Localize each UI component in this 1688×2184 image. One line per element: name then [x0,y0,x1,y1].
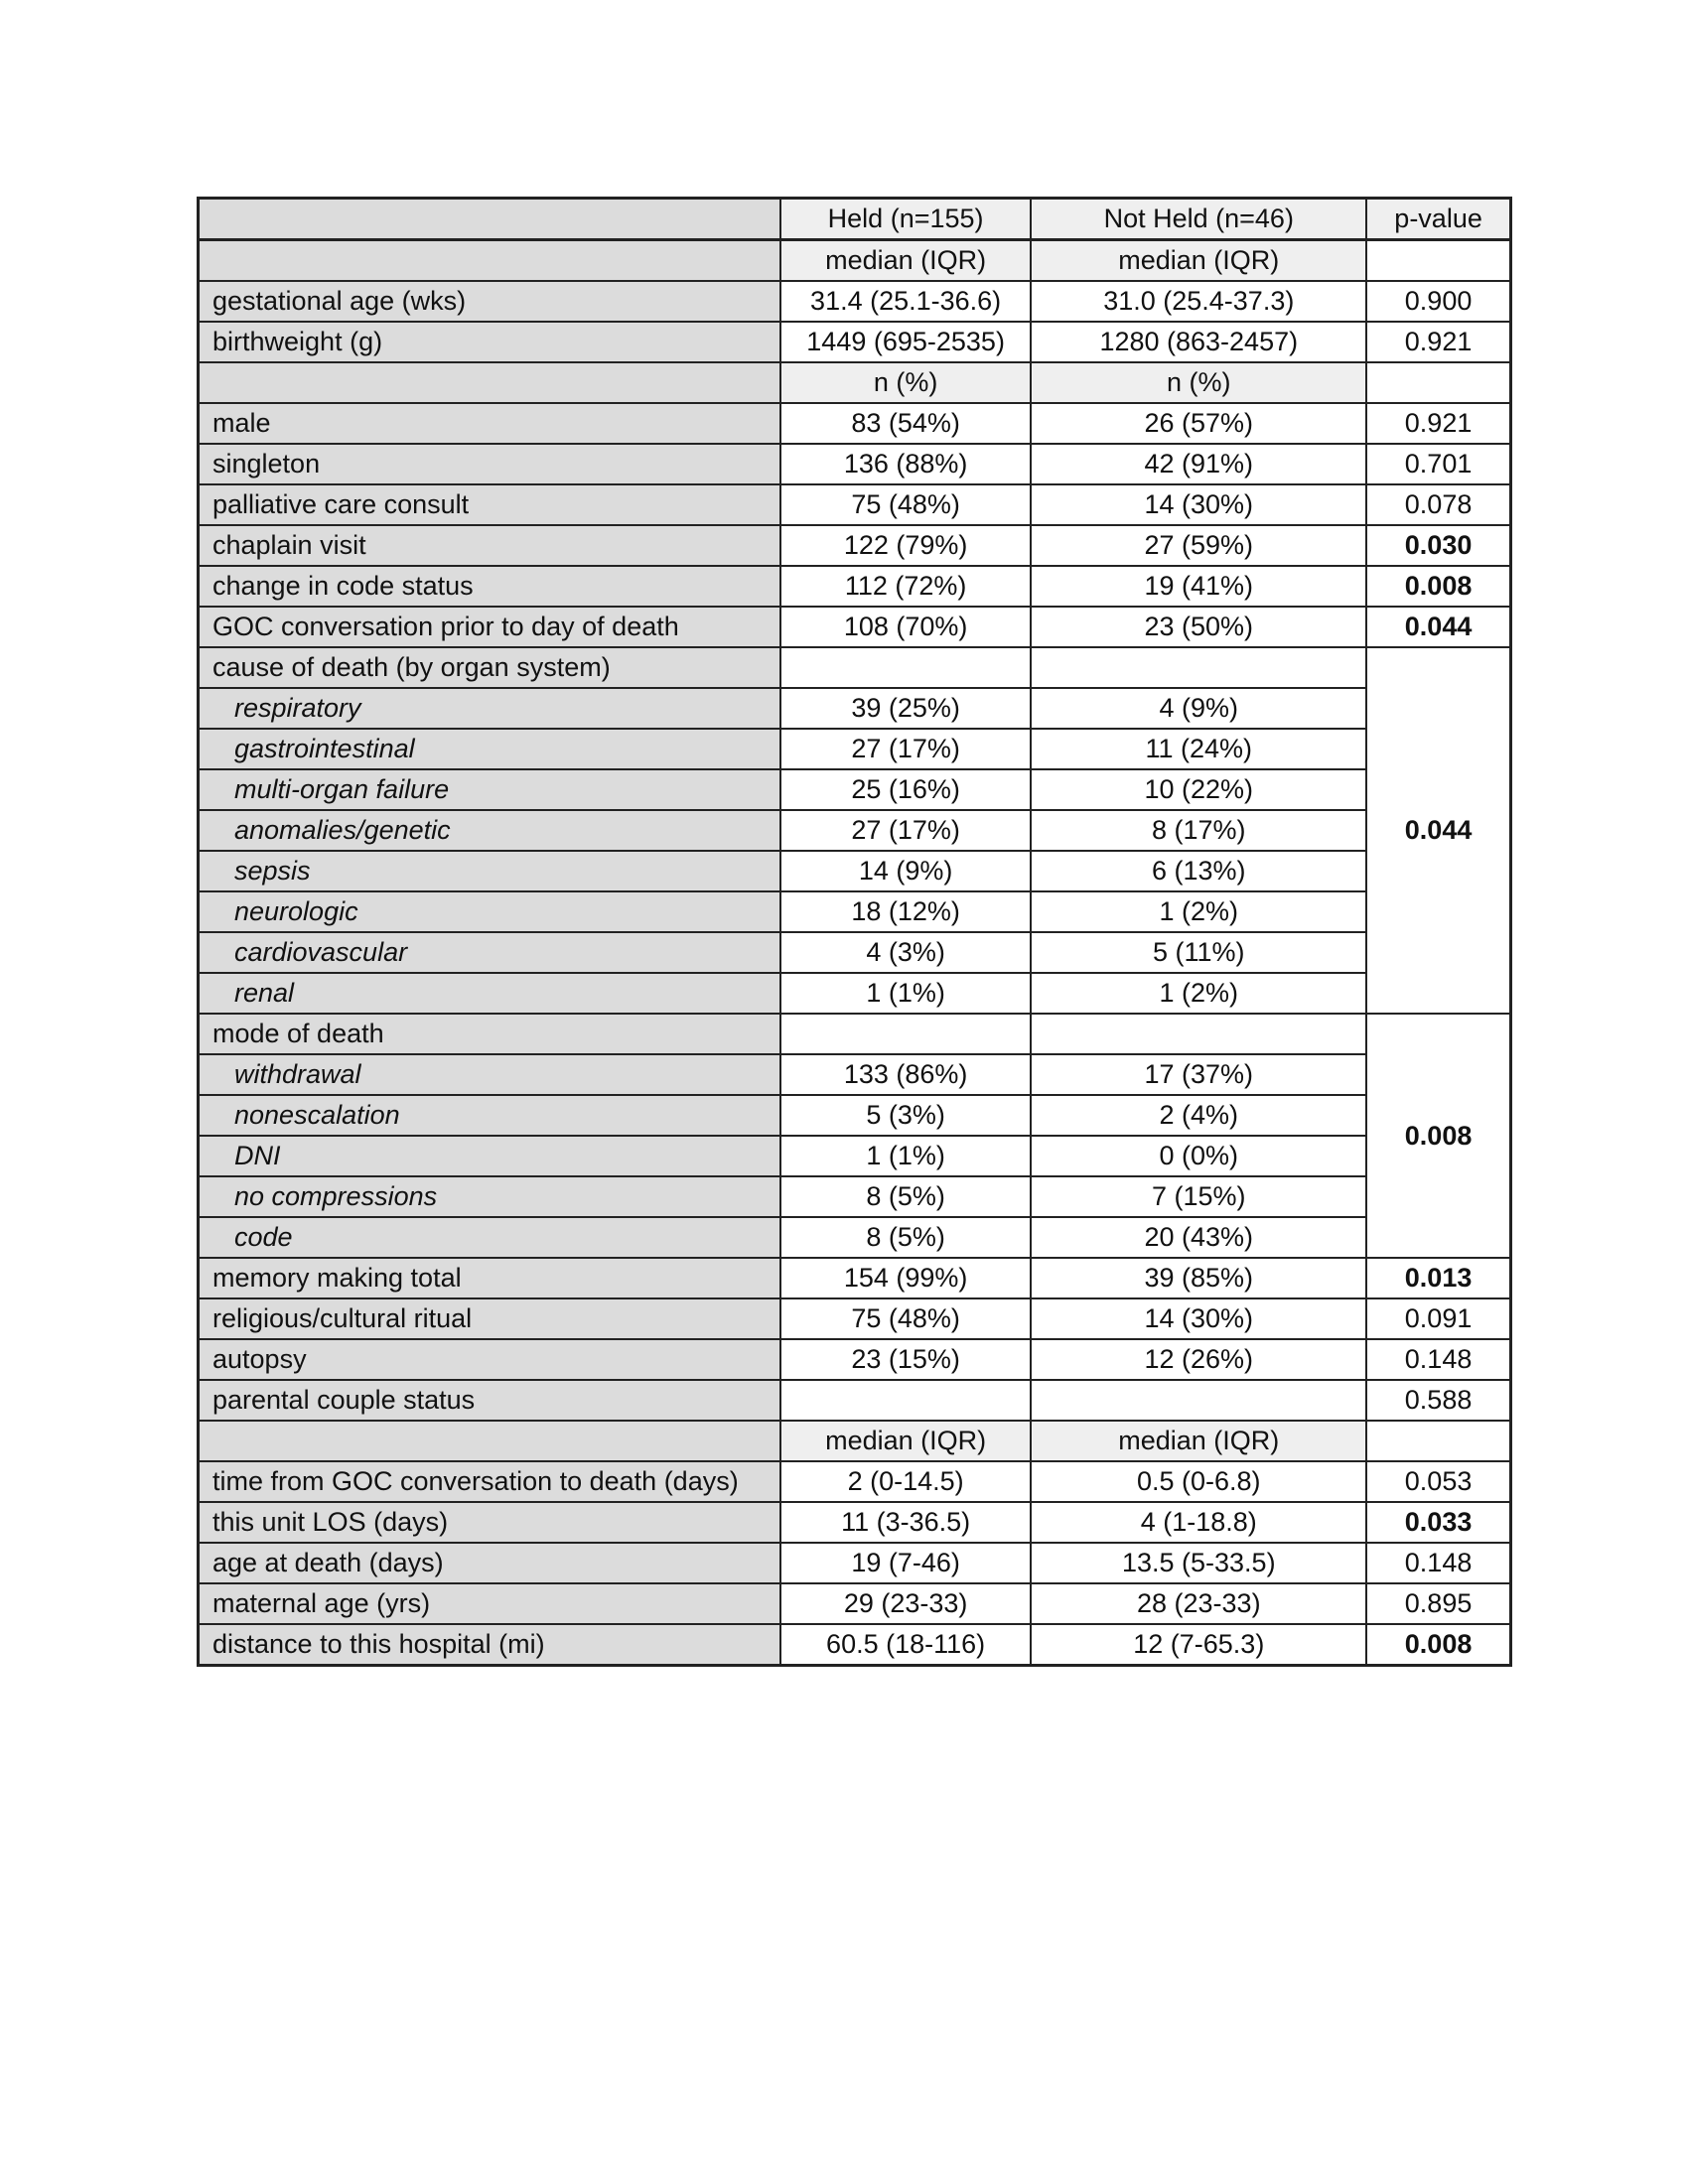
not-held-value: 8 (17%) [1031,810,1366,851]
held-value: 8 (5%) [780,1176,1032,1217]
group-label: mode of death [199,1014,780,1054]
held-value: 108 (70%) [780,607,1032,647]
held-value: 75 (48%) [780,1298,1032,1339]
p-value: 0.078 [1366,484,1510,525]
held-value: 2 (0-14.5) [780,1461,1032,1502]
not-held-value: 31.0 (25.4-37.3) [1031,281,1366,322]
held-value: 27 (17%) [780,810,1032,851]
table-row [199,281,1511,322]
group-item-row [199,1176,1511,1217]
table-row [199,1461,1511,1502]
p-value: 0.008 [1366,1624,1510,1666]
not-held-value: 6 (13%) [1031,851,1366,891]
row-label: singleton [199,444,780,484]
group-item-row [199,932,1511,973]
subheader-row [199,362,1511,403]
table-row [199,1583,1511,1624]
table-row [199,1380,1511,1421]
group-item-row [199,891,1511,932]
p-value: 0.008 [1366,566,1510,607]
not-held-value: 14 (30%) [1031,484,1366,525]
results-table-body [199,199,1511,1666]
held-value: 5 (3%) [780,1095,1032,1136]
row-label: time from GOC conversation to death (days) [199,1461,780,1502]
table-row [199,1624,1511,1666]
group-p-value: 0.008 [1366,1014,1510,1258]
held-value: 122 (79%) [780,525,1032,566]
held-value: 154 (99%) [780,1258,1032,1298]
not-held-value [1031,647,1366,688]
column-header-held: Held (n=155) [780,199,1032,240]
table-row [199,1543,1511,1583]
row-label: palliative care consult [199,484,780,525]
subheader-label-cell [199,240,780,282]
held-value: 25 (16%) [780,769,1032,810]
subheader-row [199,240,1511,282]
not-held-value: 0.5 (0-6.8) [1031,1461,1366,1502]
not-held-value: 12 (7-65.3) [1031,1624,1366,1666]
held-value: 1449 (695-2535) [780,322,1032,362]
not-held-value: 2 (4%) [1031,1095,1366,1136]
p-value: 0.033 [1366,1502,1510,1543]
p-value: 0.013 [1366,1258,1510,1298]
group-header-row [199,1014,1511,1054]
not-held-value: 13.5 (5-33.5) [1031,1543,1366,1583]
not-held-value: 1 (2%) [1031,891,1366,932]
held-value: 31.4 (25.1-36.6) [780,281,1032,322]
not-held-value: 27 (59%) [1031,525,1366,566]
row-label: male [199,403,780,444]
group-p-value: 0.044 [1366,647,1510,1014]
subheader-p-value-cell [1366,1421,1510,1461]
group-item-label: anomalies/genetic [199,810,780,851]
row-label: birthweight (g) [199,322,780,362]
not-held-value: 26 (57%) [1031,403,1366,444]
column-header-not-held: Not Held (n=46) [1031,199,1366,240]
held-value: 14 (9%) [780,851,1032,891]
not-held-value: 4 (9%) [1031,688,1366,729]
not-held-value: 23 (50%) [1031,607,1366,647]
held-value [780,647,1032,688]
group-item-label: gastrointestinal [199,729,780,769]
group-item-label: respiratory [199,688,780,729]
table-row [199,1298,1511,1339]
group-item-row [199,810,1511,851]
table-row [199,403,1511,444]
group-header-row [199,647,1511,688]
group-item-row [199,1136,1511,1176]
p-value: 0.701 [1366,444,1510,484]
not-held-value: 12 (26%) [1031,1339,1366,1380]
group-item-label: DNI [199,1136,780,1176]
group-label: cause of death (by organ system) [199,647,780,688]
table-row [199,566,1511,607]
p-value: 0.148 [1366,1339,1510,1380]
held-value: 75 (48%) [780,484,1032,525]
held-value: 136 (88%) [780,444,1032,484]
row-label: maternal age (yrs) [199,1583,780,1624]
group-item-row [199,973,1511,1014]
row-label: parental couple status [199,1380,780,1421]
held-value: 133 (86%) [780,1054,1032,1095]
not-held-value: 14 (30%) [1031,1298,1366,1339]
held-value: 83 (54%) [780,403,1032,444]
not-held-value [1031,1380,1366,1421]
held-value: 1 (1%) [780,973,1032,1014]
held-value: 19 (7-46) [780,1543,1032,1583]
not-held-value: 19 (41%) [1031,566,1366,607]
not-held-value: 28 (23-33) [1031,1583,1366,1624]
held-value: 27 (17%) [780,729,1032,769]
not-held-value: 10 (22%) [1031,769,1366,810]
held-value: 60.5 (18-116) [780,1624,1032,1666]
table-row [199,525,1511,566]
not-held-value: 4 (1-18.8) [1031,1502,1366,1543]
held-value: 112 (72%) [780,566,1032,607]
not-held-value: 17 (37%) [1031,1054,1366,1095]
table-row [199,1502,1511,1543]
held-value: 18 (12%) [780,891,1032,932]
subheader-label-cell [199,1421,780,1461]
not-held-value: 0 (0%) [1031,1136,1366,1176]
subheader-label-cell [199,362,780,403]
row-label: religious/cultural ritual [199,1298,780,1339]
subheader-row [199,1421,1511,1461]
column-header-p-value: p-value [1366,199,1510,240]
p-value: 0.921 [1366,403,1510,444]
p-value: 0.900 [1366,281,1510,322]
p-value: 0.044 [1366,607,1510,647]
p-value: 0.091 [1366,1298,1510,1339]
not-held-value: 39 (85%) [1031,1258,1366,1298]
group-item-row [199,688,1511,729]
held-value: 11 (3-36.5) [780,1502,1032,1543]
row-label: GOC conversation prior to day of death [199,607,780,647]
group-item-label: renal [199,973,780,1014]
table-row [199,322,1511,362]
not-held-value [1031,1014,1366,1054]
held-value [780,1014,1032,1054]
held-value: 1 (1%) [780,1136,1032,1176]
group-item-row [199,729,1511,769]
group-item-row [199,1217,1511,1258]
group-item-label: neurologic [199,891,780,932]
group-item-label: withdrawal [199,1054,780,1095]
group-item-row [199,1095,1511,1136]
not-held-value: 20 (43%) [1031,1217,1366,1258]
p-value: 0.588 [1366,1380,1510,1421]
p-value: 0.148 [1366,1543,1510,1583]
p-value: 0.895 [1366,1583,1510,1624]
group-item-label: cardiovascular [199,932,780,973]
subheader-p-value-cell [1366,362,1510,403]
row-label: chaplain visit [199,525,780,566]
subheader-not-held: median (IQR) [1031,1421,1366,1461]
held-value: 39 (25%) [780,688,1032,729]
not-held-value: 42 (91%) [1031,444,1366,484]
subheader-held: n (%) [780,362,1032,403]
subheader-not-held: median (IQR) [1031,240,1366,282]
held-value: 4 (3%) [780,932,1032,973]
row-label: memory making total [199,1258,780,1298]
table-row [199,1339,1511,1380]
subheader-not-held: n (%) [1031,362,1366,403]
table-row [199,607,1511,647]
subheader-held: median (IQR) [780,240,1032,282]
p-value: 0.030 [1366,525,1510,566]
not-held-value: 1280 (863-2457) [1031,322,1366,362]
group-item-label: multi-organ failure [199,769,780,810]
row-label: autopsy [199,1339,780,1380]
table-row [199,1258,1511,1298]
held-value: 8 (5%) [780,1217,1032,1258]
held-value [780,1380,1032,1421]
table-row [199,444,1511,484]
group-item-label: nonescalation [199,1095,780,1136]
column-header-label [199,199,780,240]
group-item-label: code [199,1217,780,1258]
group-item-label: no compressions [199,1176,780,1217]
group-item-row [199,851,1511,891]
not-held-value: 1 (2%) [1031,973,1366,1014]
column-header-row [199,199,1511,240]
group-item-label: sepsis [199,851,780,891]
not-held-value: 5 (11%) [1031,932,1366,973]
held-value: 23 (15%) [780,1339,1032,1380]
row-label: gestational age (wks) [199,281,780,322]
row-label: age at death (days) [199,1543,780,1583]
table-row [199,484,1511,525]
group-item-row [199,1054,1511,1095]
row-label: this unit LOS (days) [199,1502,780,1543]
p-value: 0.921 [1366,322,1510,362]
held-value: 29 (23-33) [780,1583,1032,1624]
group-item-row [199,769,1511,810]
results-table [197,197,1512,1667]
row-label: change in code status [199,566,780,607]
not-held-value: 11 (24%) [1031,729,1366,769]
p-value: 0.053 [1366,1461,1510,1502]
subheader-held: median (IQR) [780,1421,1032,1461]
not-held-value: 7 (15%) [1031,1176,1366,1217]
subheader-p-value-cell [1366,240,1510,282]
row-label: distance to this hospital (mi) [199,1624,780,1666]
